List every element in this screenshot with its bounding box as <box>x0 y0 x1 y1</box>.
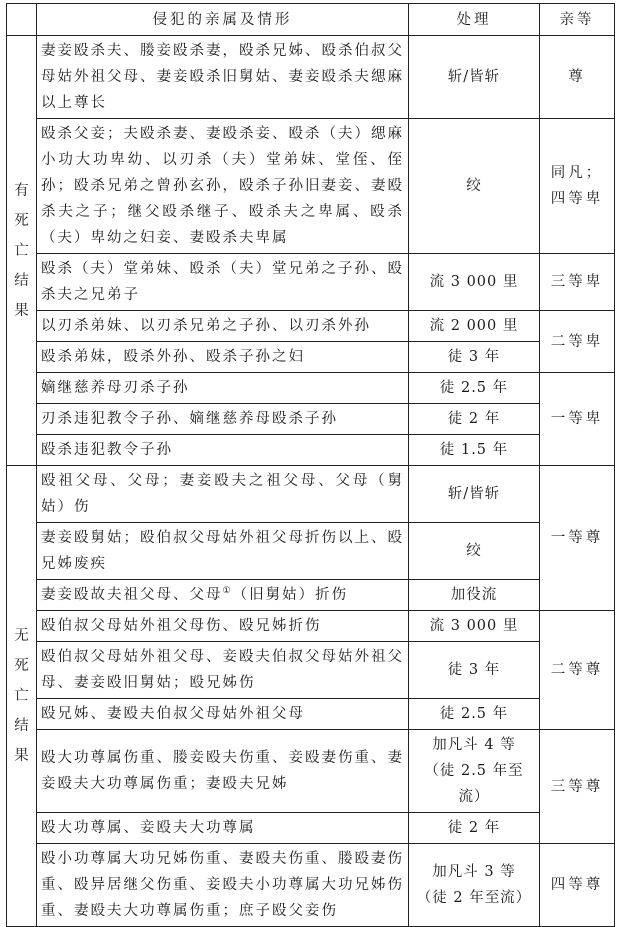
group-no-death <box>7 466 37 927</box>
desc-cell <box>37 580 409 611</box>
treat-cell: 绞 <box>409 523 540 580</box>
rank-cell: 三等卑 <box>540 254 615 311</box>
table-row <box>7 730 615 813</box>
group-char: 亡 <box>14 688 29 704</box>
table-row <box>7 466 615 523</box>
desc-cell: 嫡继慈养母刃杀子孙 <box>37 373 409 404</box>
header-desc: 侵犯的亲属及情形 <box>37 4 409 36</box>
footnote-marker: ① <box>222 586 233 597</box>
rank-cell: 四等尊 <box>540 844 615 927</box>
group-char: 结 <box>14 718 29 734</box>
treat-line: （徒 2.5 年至流） <box>424 763 524 805</box>
treat-line: （徒 2 年至流） <box>416 890 532 906</box>
rank-cell: 二等卑 <box>540 311 615 373</box>
desc-part: 妻妾殴故夫祖父母、父母 <box>41 587 223 603</box>
table-row <box>7 699 615 730</box>
desc-cell: 殴伯叔父母姑外祖父母、妾殴夫伯叔父母姑外祖父母、妻妾殴旧舅姑；殴兄姊伤 <box>37 642 409 699</box>
rank-cell: 一等卑 <box>540 373 615 466</box>
desc-cell: 殴祖父母、父母；妻妾殴夫之祖父母、父母（舅姑）伤 <box>37 466 409 523</box>
treat-cell: 流 3 000 里 <box>409 254 540 311</box>
treat-cell: 徒 2.5 年 <box>409 699 540 730</box>
table-row <box>7 404 615 435</box>
desc-cell: 殴杀（夫）堂弟妹、殴杀（夫）堂兄弟之子孙、殴杀夫之兄弟子 <box>37 254 409 311</box>
group-char: 果 <box>14 302 29 319</box>
desc-cell: 妻妾殴杀夫、媵妾殴杀妻，殴杀兄姊、殴杀伯叔父母姑外祖父母、妻妾殴杀旧舅姑、妻妾殴杀夫缌麻以上尊长 <box>37 36 409 119</box>
table-row <box>7 119 615 254</box>
desc-cell: 殴小功尊属大功兄姊伤重、妻殴夫伤重、媵殴妻伤重、殴异居继父伤重、妾殴夫小功尊属大功兄姊伤重、妻殴夫大功尊属伤重；庶子殴父妾伤 <box>37 844 409 927</box>
treat-cell: 斩/皆斩 <box>409 466 540 523</box>
desc-cell: 殴大功尊属、妾殴夫大功尊属 <box>37 813 409 844</box>
table-row <box>7 311 615 342</box>
desc-cell: 殴大功尊属伤重、媵妾殴夫伤重、妾殴妻伤重、妻妾殴夫大功尊属伤重；妻殴夫兄姊 <box>37 730 409 813</box>
treat-line: 加凡斗 4 等 <box>432 737 516 753</box>
rank-line: 四等卑 <box>550 191 604 207</box>
desc-part: （旧舅姑）折伤 <box>232 587 349 603</box>
desc-cell: 殴杀违犯教令子孙 <box>37 435 409 466</box>
table-row <box>7 254 615 311</box>
kinship-table <box>6 3 615 927</box>
header-treat: 处理 <box>409 4 540 36</box>
group-char: 亡 <box>14 242 29 259</box>
treat-cell <box>409 730 540 813</box>
desc-cell: 殴兄姊、妻殴夫伯叔父母姑外祖父母 <box>37 699 409 730</box>
treat-cell: 流 2 000 里 <box>409 311 540 342</box>
table-row <box>7 435 615 466</box>
rank-cell: 三等尊 <box>540 730 615 844</box>
table-row <box>7 611 615 642</box>
rank-cell <box>540 119 615 254</box>
treat-cell: 徒 3 年 <box>409 642 540 699</box>
header-row <box>7 4 615 36</box>
treat-cell: 徒 1.5 年 <box>409 435 540 466</box>
table-row <box>7 580 615 611</box>
desc-cell: 以刃杀弟妹、以刃杀兄弟之子孙、以刃杀外孙 <box>37 311 409 342</box>
table-row <box>7 844 615 927</box>
treat-cell: 加役流 <box>409 580 540 611</box>
rank-cell: 二等尊 <box>540 611 615 730</box>
rank-cell: 一等尊 <box>540 466 615 611</box>
group-death <box>7 36 37 466</box>
desc-cell: 殴杀弟妹，殴杀外孙、殴杀子孙之妇 <box>37 342 409 373</box>
desc-cell: 妻妾殴舅姑；殴伯叔父母姑外祖父母折伤以上、殴兄姊废疾 <box>37 523 409 580</box>
table-row <box>7 642 615 699</box>
table-row <box>7 813 615 844</box>
rank-line: 同凡； <box>550 165 604 181</box>
treat-cell: 徒 2 年 <box>409 813 540 844</box>
group-char: 死 <box>14 212 29 229</box>
table-row <box>7 523 615 580</box>
treat-cell: 徒 2 年 <box>409 404 540 435</box>
treat-cell <box>409 844 540 927</box>
treat-cell: 徒 2.5 年 <box>409 373 540 404</box>
group-char: 果 <box>14 748 29 764</box>
group-char: 结 <box>14 272 29 289</box>
rank-cell: 尊 <box>540 36 615 119</box>
treat-cell: 斩/皆斩 <box>409 36 540 119</box>
treat-line: 加凡斗 3 等 <box>432 864 516 880</box>
group-char: 死 <box>14 658 29 674</box>
header-group <box>7 4 37 36</box>
desc-cell: 刃杀违犯教令子孙、嫡继慈养母殴杀子孙 <box>37 404 409 435</box>
table-row <box>7 36 615 119</box>
group-char: 无 <box>14 628 29 644</box>
table-row <box>7 342 615 373</box>
treat-cell: 徒 3 年 <box>409 342 540 373</box>
table-row <box>7 373 615 404</box>
desc-cell: 殴伯叔父母姑外祖父母伤、殴兄姊折伤 <box>37 611 409 642</box>
treat-cell: 绞 <box>409 119 540 254</box>
desc-cell: 殴杀父妾；夫殴杀妻、妻殴杀妾、殴杀（夫）缌麻小功大功卑幼、以刃杀（夫）堂弟妹、堂侄、侄孙；殴杀兄弟之曾孙玄孙，殴杀子孙旧妻妾、妻殴杀夫之子；继父殴杀继子、殴杀夫之卑属、殴杀（夫）卑幼之妇妾、妻殴杀夫卑属 <box>37 119 409 254</box>
group-char: 有 <box>14 182 29 199</box>
treat-cell: 流 3 000 里 <box>409 611 540 642</box>
header-rank: 亲等 <box>540 4 615 36</box>
